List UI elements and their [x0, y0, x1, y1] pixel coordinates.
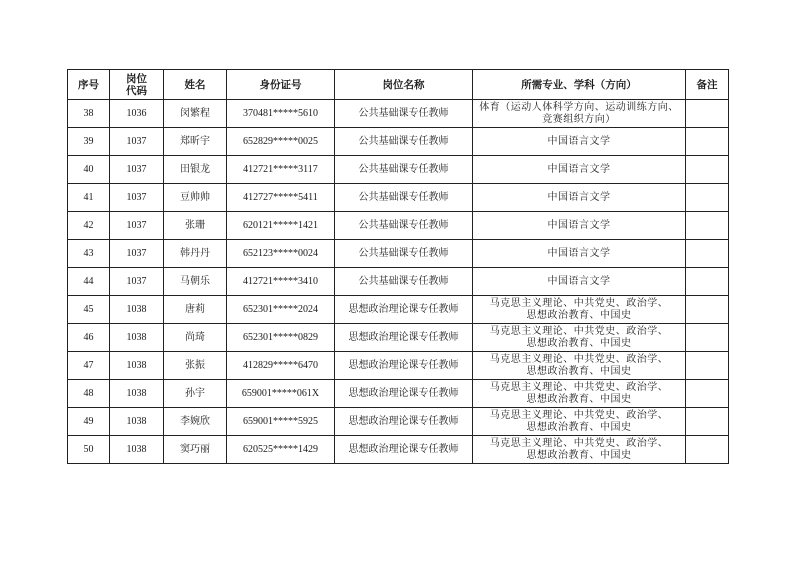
cell-post-title: 公共基础课专任教师: [335, 268, 473, 296]
cell-major-line1: 马克思主义理论、中共党史、政治学、: [489, 381, 669, 393]
cell-seq: 50: [68, 436, 110, 464]
cell-major-line1: 中国语言文学: [547, 191, 611, 203]
header-note: 备注: [686, 70, 729, 100]
cell-id-number: 652829*****0025: [227, 128, 335, 156]
cell-major-line1: 马克思主义理论、中共党史、政治学、: [489, 325, 669, 337]
table-row: [68, 212, 729, 240]
cell-post-code: 1038: [110, 436, 164, 464]
cell-seq: 39: [68, 128, 110, 156]
cell-name: 张珊: [164, 212, 227, 240]
cell-id-number: 652301*****0829: [227, 324, 335, 352]
cell-major-line2: 思想政治教育、中国史: [526, 365, 632, 377]
cell-name: 马朝乐: [164, 268, 227, 296]
cell-post-title: 思想政治理论课专任教师: [335, 436, 473, 464]
header-major: 所需专业、学科（方向）: [473, 70, 686, 100]
table-row: [68, 380, 729, 408]
cell-major: [473, 212, 686, 240]
cell-major: [473, 436, 686, 464]
table-row: [68, 156, 729, 184]
cell-major: [473, 268, 686, 296]
cell-post-code: 1038: [110, 324, 164, 352]
cell-name: 郑昕宇: [164, 128, 227, 156]
cell-post-title: 思想政治理论课专任教师: [335, 380, 473, 408]
cell-note: [686, 352, 729, 380]
cell-id-number: 659001*****061X: [227, 380, 335, 408]
cell-major: [473, 352, 686, 380]
cell-note: [686, 128, 729, 156]
cell-seq: 42: [68, 212, 110, 240]
cell-post-code: 1037: [110, 240, 164, 268]
cell-major-line1: 中国语言文学: [547, 247, 611, 259]
cell-name: 闵繁程: [164, 100, 227, 128]
cell-note: [686, 296, 729, 324]
table-row: [68, 100, 729, 128]
cell-id-number: 412721*****3117: [227, 156, 335, 184]
table-row: [68, 436, 729, 464]
cell-major-line1: 中国语言文学: [547, 135, 611, 147]
cell-major-line2: 思想政治教育、中国史: [526, 337, 632, 349]
table-row: [68, 324, 729, 352]
header-seq: 序号: [68, 70, 110, 100]
cell-major: [473, 240, 686, 268]
table-header: [68, 70, 729, 100]
table-body: [68, 100, 729, 464]
cell-post-title: 公共基础课专任教师: [335, 212, 473, 240]
cell-note: [686, 156, 729, 184]
table-row: [68, 268, 729, 296]
cell-seq: 44: [68, 268, 110, 296]
table-row: [68, 408, 729, 436]
cell-name: 尚琦: [164, 324, 227, 352]
cell-id-number: 370481*****5610: [227, 100, 335, 128]
header-row: [68, 70, 729, 100]
cell-major: [473, 296, 686, 324]
cell-note: [686, 408, 729, 436]
cell-note: [686, 212, 729, 240]
cell-post-title: 公共基础课专任教师: [335, 128, 473, 156]
cell-post-code: 1038: [110, 352, 164, 380]
cell-name: 张振: [164, 352, 227, 380]
cell-note: [686, 324, 729, 352]
header-name: 姓名: [164, 70, 227, 100]
cell-note: [686, 100, 729, 128]
table-row: [68, 184, 729, 212]
cell-major-line2: 思想政治教育、中国史: [526, 449, 632, 461]
header-post-code-line1: 岗位: [126, 72, 147, 85]
cell-major-line1: 中国语言文学: [547, 275, 611, 287]
cell-post-code: 1038: [110, 296, 164, 324]
cell-seq: 41: [68, 184, 110, 212]
cell-seq: 49: [68, 408, 110, 436]
cell-major: [473, 380, 686, 408]
cell-note: [686, 268, 729, 296]
cell-seq: 38: [68, 100, 110, 128]
cell-id-number: 412721*****3410: [227, 268, 335, 296]
cell-seq: 48: [68, 380, 110, 408]
cell-post-code: 1038: [110, 408, 164, 436]
cell-id-number: 652123*****0024: [227, 240, 335, 268]
cell-post-title: 公共基础课专任教师: [335, 156, 473, 184]
cell-note: [686, 240, 729, 268]
cell-seq: 40: [68, 156, 110, 184]
cell-post-code: 1037: [110, 128, 164, 156]
cell-major-line1: 马克思主义理论、中共党史、政治学、: [489, 437, 669, 449]
cell-post-title: 公共基础课专任教师: [335, 240, 473, 268]
cell-post-title: 公共基础课专任教师: [335, 184, 473, 212]
cell-seq: 45: [68, 296, 110, 324]
cell-post-code: 1037: [110, 184, 164, 212]
cell-major-line1: 马克思主义理论、中共党史、政治学、: [489, 297, 669, 309]
header-id-number: 身份证号: [227, 70, 335, 100]
cell-post-title: 思想政治理论课专任教师: [335, 296, 473, 324]
cell-seq: 43: [68, 240, 110, 268]
cell-name: 韩丹丹: [164, 240, 227, 268]
cell-major-line1: 马克思主义理论、中共党史、政治学、: [489, 409, 669, 421]
cell-major: [473, 184, 686, 212]
cell-name: 豆帅帅: [164, 184, 227, 212]
cell-post-code: 1036: [110, 100, 164, 128]
cell-post-code: 1038: [110, 380, 164, 408]
cell-post-code: 1037: [110, 268, 164, 296]
cell-post-title: 思想政治理论课专任教师: [335, 352, 473, 380]
cell-id-number: 652301*****2024: [227, 296, 335, 324]
cell-major-line2: 思想政治教育、中国史: [526, 393, 632, 405]
cell-major: [473, 100, 686, 128]
cell-id-number: 412829*****6470: [227, 352, 335, 380]
cell-note: [686, 436, 729, 464]
cell-seq: 47: [68, 352, 110, 380]
header-post-code: [110, 70, 164, 100]
cell-major-line1: 中国语言文学: [547, 219, 611, 231]
cell-post-code: 1037: [110, 156, 164, 184]
cell-id-number: 659001*****5925: [227, 408, 335, 436]
cell-major-line1: 体育（运动人体科学方向、运动训练方向、: [479, 101, 679, 113]
cell-major-line2: 思想政治教育、中国史: [526, 309, 632, 321]
cell-id-number: 620525*****1429: [227, 436, 335, 464]
cell-note: [686, 380, 729, 408]
cell-note: [686, 184, 729, 212]
roster-sheet: [67, 69, 728, 464]
candidate-table: [67, 69, 729, 464]
table-row: [68, 352, 729, 380]
header-post-code-line2: 代码: [126, 84, 147, 97]
cell-name: 孙宇: [164, 380, 227, 408]
cell-seq: 46: [68, 324, 110, 352]
cell-major-line1: 中国语言文学: [547, 163, 611, 175]
cell-name: 唐莉: [164, 296, 227, 324]
cell-post-title: 思想政治理论课专任教师: [335, 324, 473, 352]
header-post-title: 岗位名称: [335, 70, 473, 100]
cell-major-line2: 竞赛组织方向）: [542, 113, 616, 125]
cell-major: [473, 408, 686, 436]
table-row: [68, 128, 729, 156]
cell-major-line2: 思想政治教育、中国史: [526, 421, 632, 433]
cell-major: [473, 128, 686, 156]
cell-name: 窦巧丽: [164, 436, 227, 464]
cell-post-code: 1037: [110, 212, 164, 240]
cell-id-number: 412727*****5411: [227, 184, 335, 212]
cell-name: 田银龙: [164, 156, 227, 184]
cell-post-title: 思想政治理论课专任教师: [335, 408, 473, 436]
cell-major-line1: 马克思主义理论、中共党史、政治学、: [489, 353, 669, 365]
table-row: [68, 240, 729, 268]
table-row: [68, 296, 729, 324]
cell-id-number: 620121*****1421: [227, 212, 335, 240]
cell-major: [473, 324, 686, 352]
cell-major: [473, 156, 686, 184]
cell-post-title: 公共基础课专任教师: [335, 100, 473, 128]
cell-name: 李婉欣: [164, 408, 227, 436]
